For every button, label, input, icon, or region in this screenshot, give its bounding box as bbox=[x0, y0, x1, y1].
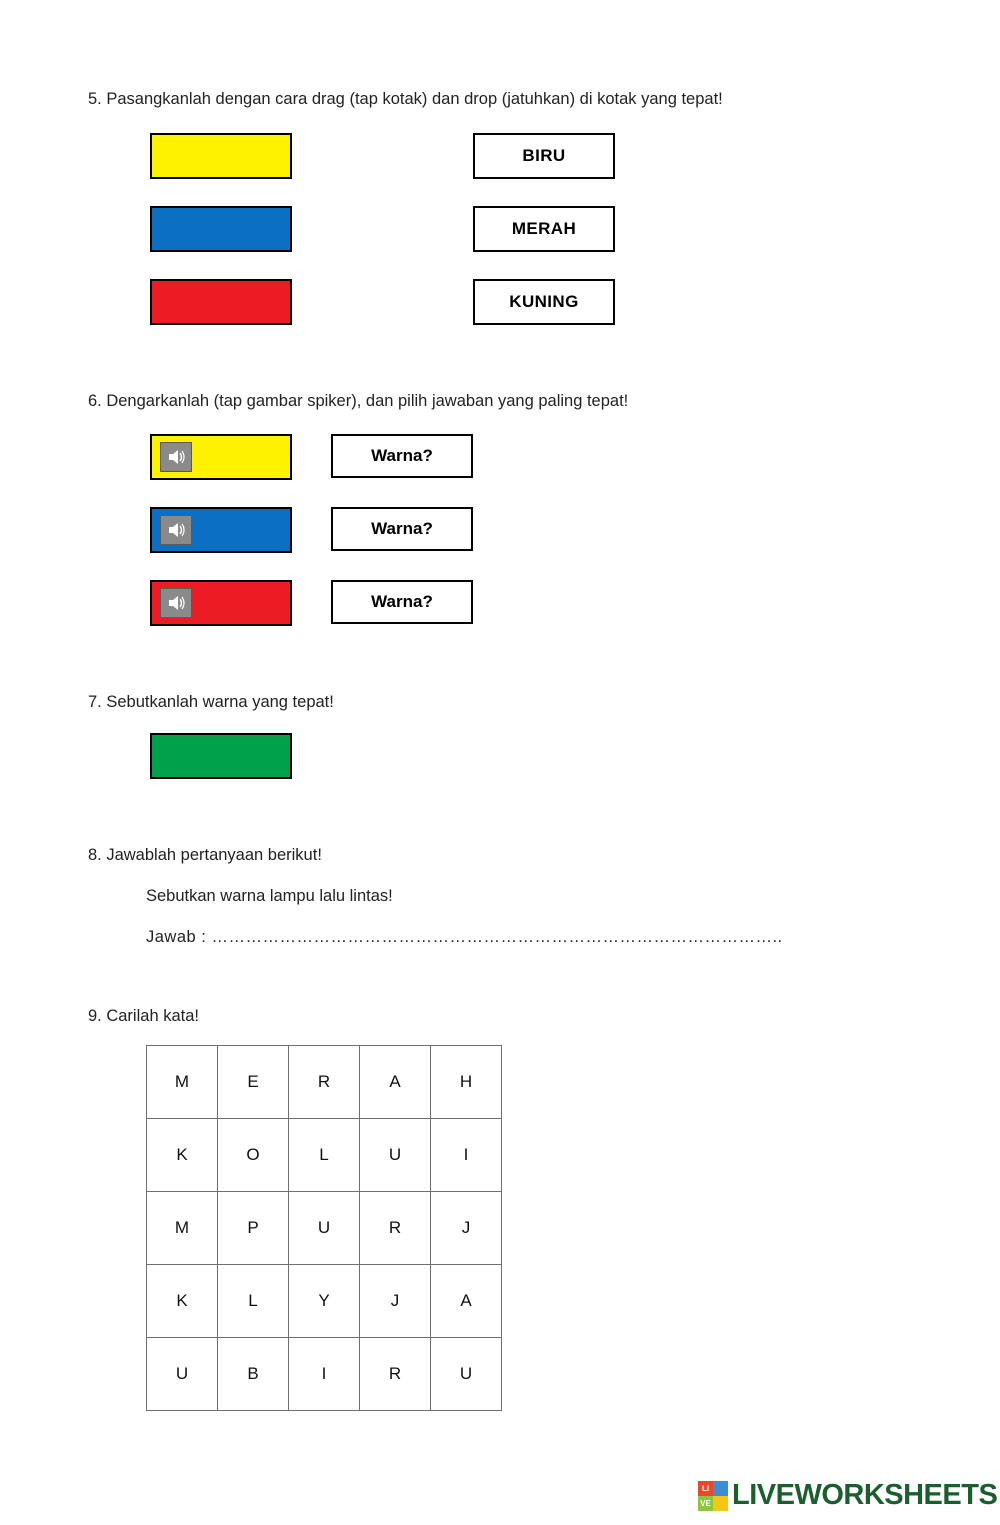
wordsearch-cell[interactable]: J bbox=[360, 1265, 431, 1338]
question-8-prompt: 8. Jawablah pertanyaan berikut! bbox=[88, 846, 322, 864]
q6-speaker-box-red[interactable] bbox=[150, 580, 292, 626]
wordsearch-cell[interactable]: K bbox=[147, 1265, 218, 1338]
q6-answer-box-2[interactable]: Warna? bbox=[331, 507, 473, 551]
wordsearch-cell[interactable]: O bbox=[218, 1119, 289, 1192]
question-6-prompt: 6. Dengarkanlah (tap gambar spiker), dan pilih jawaban yang paling tepat! bbox=[88, 392, 629, 410]
wordsearch-cell[interactable]: I bbox=[431, 1119, 502, 1192]
wordsearch-cell[interactable]: E bbox=[218, 1046, 289, 1119]
question-7-prompt: 7. Sebutkanlah warna yang tepat! bbox=[88, 693, 334, 711]
wordsearch-cell[interactable]: I bbox=[289, 1338, 360, 1411]
q6-speaker-box-blue[interactable] bbox=[150, 507, 292, 553]
wordsearch-cell[interactable]: U bbox=[431, 1338, 502, 1411]
wordsearch-cell[interactable]: M bbox=[147, 1046, 218, 1119]
wordsearch-cell[interactable]: H bbox=[431, 1046, 502, 1119]
logo-cell-ve: VE bbox=[698, 1496, 713, 1511]
q5-color-box-yellow[interactable] bbox=[150, 133, 292, 179]
q5-word-box-kuning[interactable]: KUNING bbox=[473, 279, 615, 325]
speaker-icon[interactable] bbox=[160, 442, 192, 472]
q6-answer-box-1[interactable]: Warna? bbox=[331, 434, 473, 478]
question-9-prompt: 9. Carilah kata! bbox=[88, 1007, 199, 1025]
wordsearch-row bbox=[147, 1338, 502, 1411]
logo-cell-li: LI bbox=[698, 1481, 713, 1496]
wordsearch-row bbox=[147, 1119, 502, 1192]
wordsearch-row bbox=[147, 1192, 502, 1265]
q5-color-box-red[interactable] bbox=[150, 279, 292, 325]
wordsearch-cell[interactable]: A bbox=[431, 1265, 502, 1338]
wordsearch-cell[interactable]: J bbox=[431, 1192, 502, 1265]
liveworksheets-logo-icon bbox=[698, 1481, 728, 1511]
liveworksheets-footer bbox=[698, 1479, 997, 1512]
wordsearch-cell[interactable]: R bbox=[360, 1338, 431, 1411]
wordsearch-row bbox=[147, 1046, 502, 1119]
logo-cell-yellow bbox=[713, 1496, 728, 1511]
wordsearch-cell[interactable]: K bbox=[147, 1119, 218, 1192]
wordsearch-cell[interactable]: U bbox=[147, 1338, 218, 1411]
q5-color-box-blue[interactable] bbox=[150, 206, 292, 252]
question-8-sub-prompt: Sebutkan warna lampu lalu lintas! bbox=[146, 887, 393, 905]
speaker-icon[interactable] bbox=[160, 588, 192, 618]
wordsearch-cell[interactable]: A bbox=[360, 1046, 431, 1119]
wordsearch-cell[interactable]: R bbox=[360, 1192, 431, 1265]
wordsearch-cell[interactable]: B bbox=[218, 1338, 289, 1411]
q5-word-box-merah[interactable]: MERAH bbox=[473, 206, 615, 252]
wordsearch-cell[interactable]: U bbox=[289, 1192, 360, 1265]
wordsearch-cell[interactable]: P bbox=[218, 1192, 289, 1265]
question-8-answer-line[interactable]: Jawab : ……………………………………………………………………………………….. bbox=[146, 928, 783, 946]
logo-cell-blue bbox=[713, 1481, 728, 1496]
wordsearch-cell[interactable]: M bbox=[147, 1192, 218, 1265]
wordsearch-cell[interactable]: L bbox=[218, 1265, 289, 1338]
q7-color-box-green[interactable] bbox=[150, 733, 292, 779]
wordsearch-cell[interactable]: L bbox=[289, 1119, 360, 1192]
q6-answer-box-3[interactable]: Warna? bbox=[331, 580, 473, 624]
q5-word-box-biru[interactable]: BIRU bbox=[473, 133, 615, 179]
speaker-icon[interactable] bbox=[160, 515, 192, 545]
wordsearch-cell[interactable]: R bbox=[289, 1046, 360, 1119]
liveworksheets-brand: LIVEWORKSHEETS bbox=[732, 1479, 998, 1511]
wordsearch-cell[interactable]: U bbox=[360, 1119, 431, 1192]
wordsearch-cell[interactable]: Y bbox=[289, 1265, 360, 1338]
q6-speaker-box-yellow[interactable] bbox=[150, 434, 292, 480]
wordsearch-row bbox=[147, 1265, 502, 1338]
question-5-prompt: 5. Pasangkanlah dengan cara drag (tap kotak) dan drop (jatuhkan) di kotak yang tepat! bbox=[88, 90, 723, 108]
wordsearch-grid[interactable] bbox=[146, 1045, 502, 1411]
